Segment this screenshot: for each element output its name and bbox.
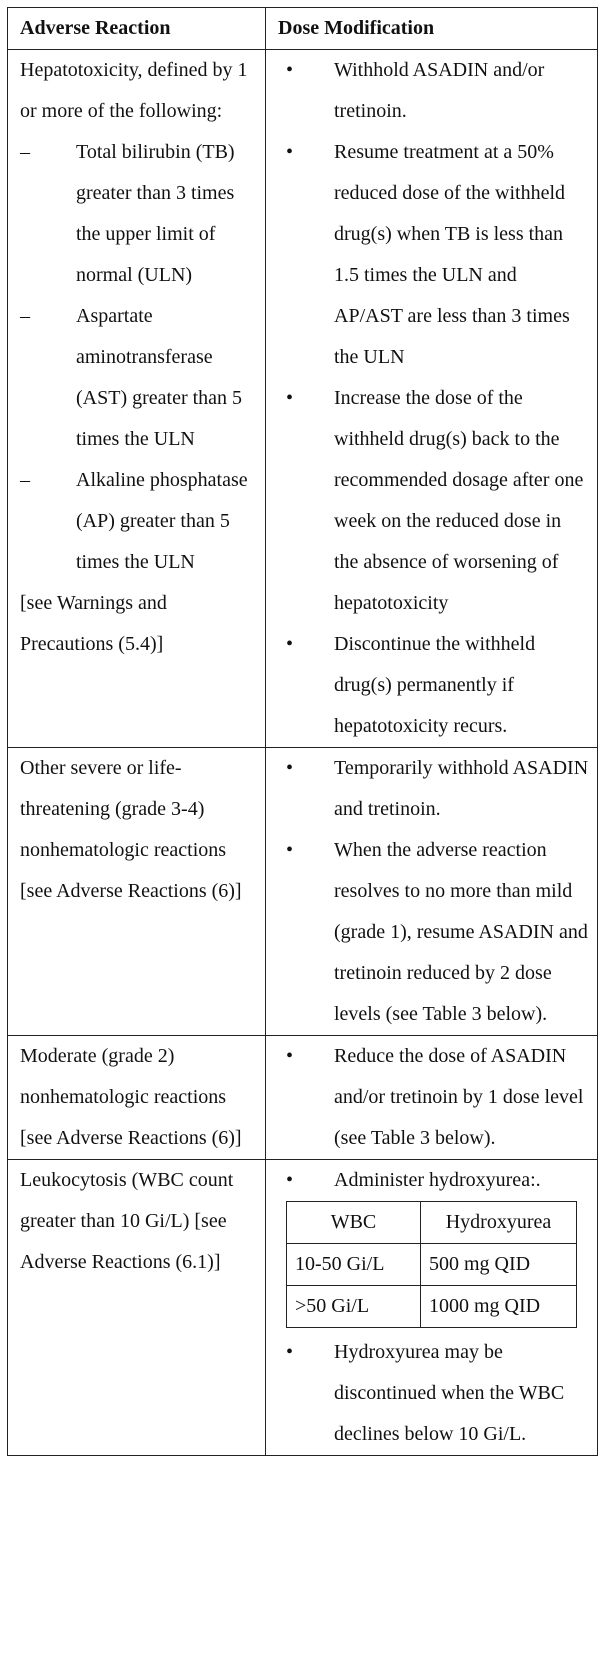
modification-cell — [266, 1160, 598, 1456]
list-item — [278, 1036, 589, 1159]
modification-text: Temporarily withhold ASADIN and tretinoin. — [334, 757, 589, 820]
modification-cell — [266, 1036, 598, 1160]
modification-text: Reduce the dose of ASADIN and/or tretinoin by 1 dose level (see Table 3 below). — [334, 1045, 584, 1149]
wbc-range: >50 Gi/L — [287, 1286, 421, 1328]
list-item — [278, 624, 589, 747]
list-item — [278, 132, 589, 378]
bullet-marker: • — [286, 1169, 294, 1191]
reaction-text: Moderate (grade 2) nonhematologic reactions [see Adverse Reactions (6)] — [20, 1045, 242, 1149]
list-item — [278, 1160, 589, 1201]
hydroxyurea-table — [286, 1201, 577, 1328]
hydroxyurea-dose: 500 mg QID — [421, 1244, 577, 1286]
reaction-text: Leukocytosis (WBC count greater than 10 Gi/L) [see Adverse Reactions (6.1)] — [20, 1169, 234, 1273]
inner-table-row — [287, 1286, 577, 1328]
inner-header-wbc: WBC — [287, 1202, 421, 1244]
modification-cell — [266, 50, 598, 748]
reaction-cell — [8, 1160, 266, 1456]
criterion-text: Aspartate aminotransferase (AST) greater than 5 times the ULN — [76, 305, 243, 450]
modification-text: Resume treatment at a 50% reduced dose of the withheld drug(s) when TB is less than 1.5 times the ULN and AP/AST are less than 3 times the ULN — [334, 141, 570, 368]
reaction-reference: [see Warnings and Precautions (5.4)] — [20, 592, 167, 655]
table-row-severe-nonhematologic — [8, 748, 598, 1036]
modification-list — [278, 1036, 589, 1159]
list-item — [278, 50, 589, 132]
reaction-cell — [8, 748, 266, 1036]
modification-list — [278, 748, 589, 1035]
modification-text: Withhold ASADIN and/or tretinoin. — [334, 59, 545, 122]
modification-cell — [266, 748, 598, 1036]
reaction-cell — [8, 1036, 266, 1160]
list-item — [278, 748, 589, 830]
table-row-moderate-nonhematologic — [8, 1036, 598, 1160]
bullet-marker: • — [286, 633, 294, 655]
reaction-text: Other severe or life-threatening (grade 3-4) nonhematologic reactions [see Adverse Reactions (6)] — [20, 757, 242, 902]
reaction-cell — [8, 50, 266, 748]
bullet-marker: • — [286, 387, 294, 409]
criterion-text: Alkaline phosphatase (AP) greater than 5 times the ULN — [76, 469, 248, 573]
modification-text: Discontinue the withheld drug(s) permanently if hepatotoxicity recurs. — [334, 633, 536, 737]
bullet-marker: • — [286, 59, 294, 81]
wbc-range: 10-50 Gi/L — [287, 1244, 421, 1286]
hydroxyurea-dose: 1000 mg QID — [421, 1286, 577, 1328]
reaction-intro: Hepatotoxicity, defined by 1 or more of the following: — [20, 59, 248, 122]
bullet-marker: • — [286, 1341, 294, 1363]
inner-table-row — [287, 1244, 577, 1286]
criterion-item — [20, 132, 257, 296]
list-item — [278, 378, 589, 624]
list-item — [278, 830, 589, 1035]
modification-list — [278, 50, 589, 747]
modification-text: Increase the dose of the withheld drug(s) back to the recommended dosage after one week on the reduced dose in the absence of worsening of hepatotoxicity — [334, 387, 584, 614]
table-row-hepatotoxicity — [8, 50, 598, 748]
dash-marker: – — [20, 141, 30, 163]
modification-text: When the adverse reaction resolves to no more than mild (grade 1), resume ASADIN and tretinoin reduced by 2 dose levels (see Table 3 below). — [334, 839, 588, 1025]
dash-marker: – — [20, 305, 30, 327]
bullet-marker: • — [286, 141, 294, 163]
criterion-item — [20, 460, 257, 583]
list-item — [278, 1332, 589, 1455]
bullet-marker: • — [286, 839, 294, 861]
bullet-marker: • — [286, 1045, 294, 1067]
criterion-text: Total bilirubin (TB) greater than 3 times the upper limit of normal (ULN) — [76, 141, 235, 286]
header-adverse-reaction: Adverse Reaction — [8, 8, 266, 50]
modification-list — [278, 1332, 589, 1455]
modification-text: Hydroxyurea may be discontinued when the WBC declines below 10 Gi/L. — [334, 1341, 565, 1445]
dose-modification-table — [7, 7, 598, 1456]
modification-list — [278, 1160, 589, 1201]
header-dose-modification: Dose Modification — [266, 8, 598, 50]
modification-text: Administer hydroxyurea:. — [334, 1169, 541, 1191]
bullet-marker: • — [286, 757, 294, 779]
dash-marker: – — [20, 469, 30, 491]
table-header-row — [8, 8, 598, 50]
criterion-item — [20, 296, 257, 460]
table-row-leukocytosis — [8, 1160, 598, 1456]
inner-header-row — [287, 1202, 577, 1244]
inner-header-hydroxyurea: Hydroxyurea — [421, 1202, 577, 1244]
